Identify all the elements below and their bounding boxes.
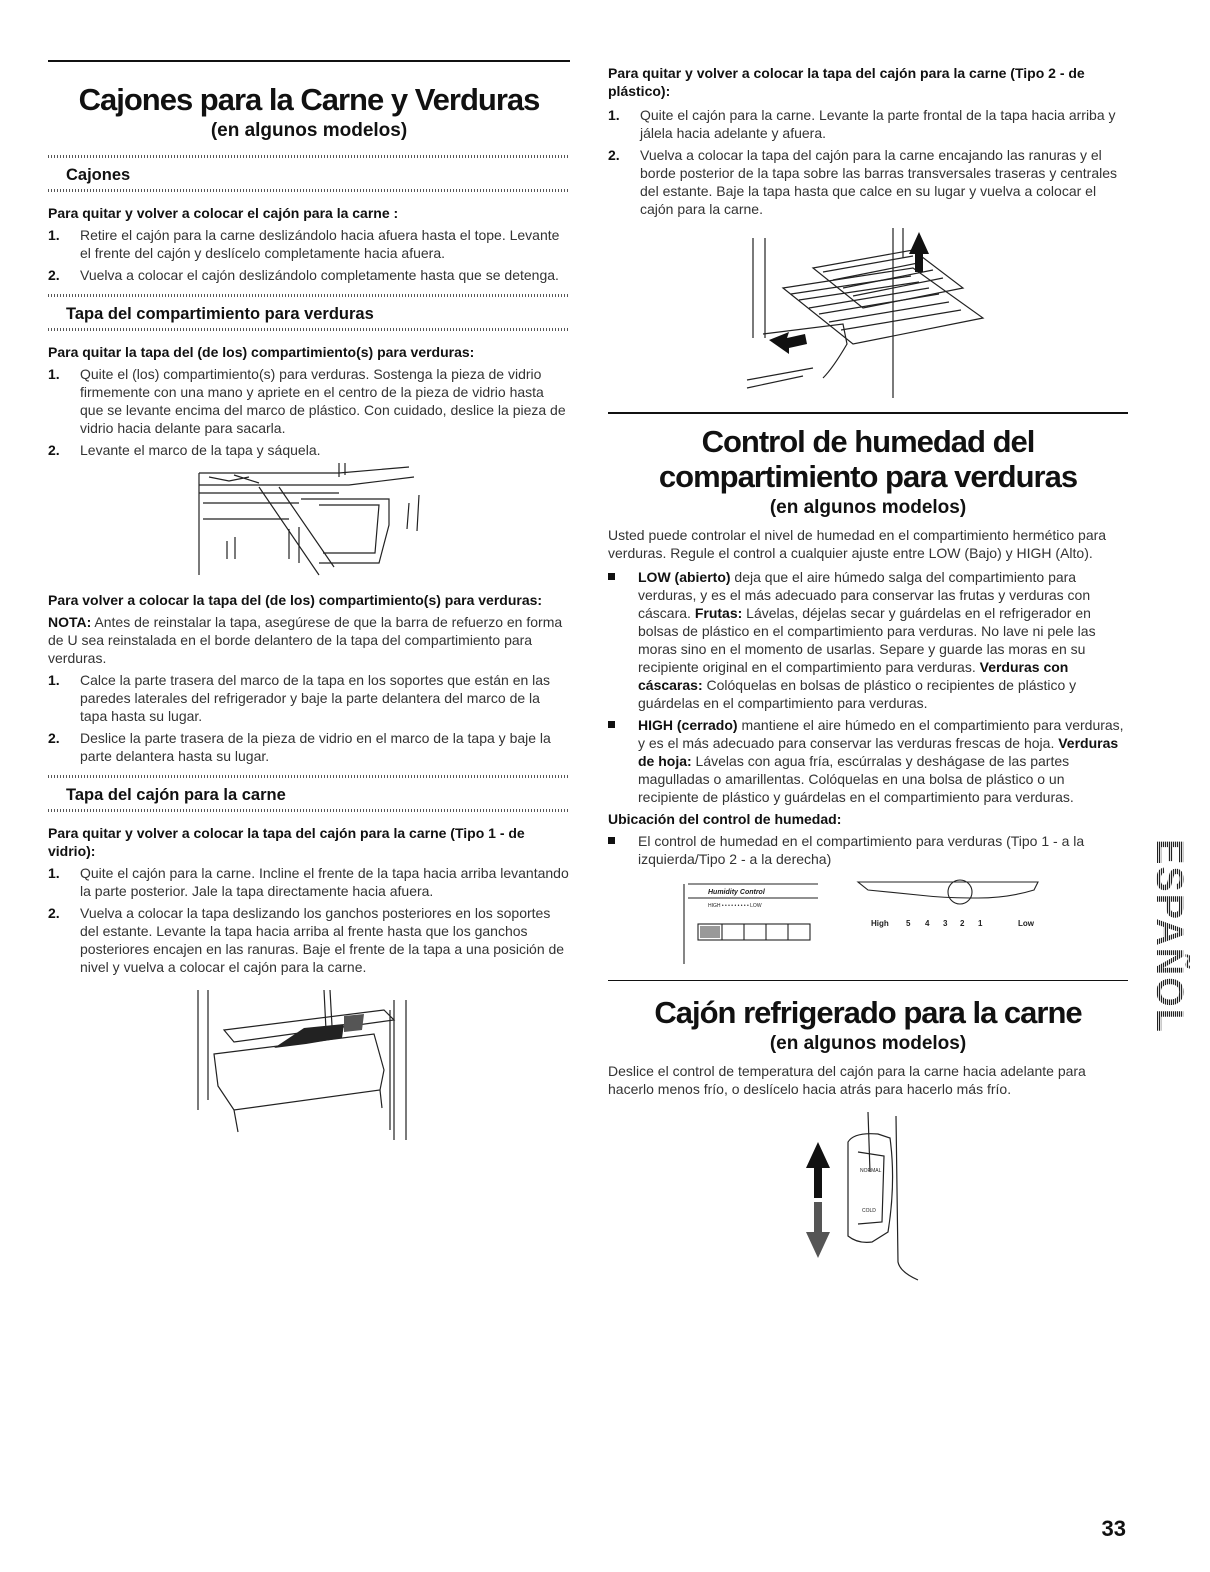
step-text: Vuelva a colocar el cajón deslizándolo completamente hasta que se detenga. (80, 267, 559, 283)
step-number: 1. (48, 865, 60, 881)
low-text: deja que el aire húmedo salga del compartimiento para verduras, y es el más adecuado para conservar las frutas y verduras con cáscara. (638, 569, 1091, 621)
subheading-cajones: Cajones (66, 166, 131, 184)
bullet-square-icon (608, 721, 615, 728)
nota (48, 613, 570, 667)
bullet-high (608, 716, 1128, 806)
page-number: 33 (1101, 1516, 1126, 1541)
section-subtitle: (en algunos modelos) (210, 120, 408, 141)
lead-tipo2: Para quitar y volver a colocar la tapa del cajón para la carne (Tipo 2 - de plástico): (608, 65, 1085, 99)
section-title-humedad-1: Control de humedad del (701, 424, 1035, 459)
steps-tapa-verduras (48, 365, 570, 459)
step-text: Vuelva a colocar la tapa deslizando los ganchos posteriores en los soportes del estante. Levante la tapa hacia arriba al frente hasta que los ganchos posteriores encajen en las ranuras. Baje el frente de la tapa a una posición de nivel y vuelva a colocar el cajón para la carne. (80, 905, 565, 975)
cascaras-label: Verduras con cáscaras: (638, 659, 1069, 693)
scale-label: 1 (978, 919, 983, 928)
step (48, 365, 570, 437)
step-text: Calce la parte trasera del marco de la tapa en los soportes que están en las paredes laterales del refrigerador y baje la parte delantera del marco de la tapa hasta su lugar. (80, 672, 551, 724)
step-text: Levante el marco de la tapa y sáquela. (80, 442, 321, 458)
subheading-tapa-verduras: Tapa del compartimiento para verduras (66, 305, 374, 323)
step-text: Deslice la parte trasera de la pieza de vidrio en el marco de la tapa y baje la parte delantera hasta su lugar. (80, 730, 551, 764)
lead-cajones: Para quitar y volver a colocar el cajón para la carne : (48, 205, 399, 221)
ubicacion-bullets (608, 832, 1128, 868)
steps-tapa-carne (48, 864, 570, 976)
frutas-label: Frutas: (694, 605, 743, 621)
crisper-cover-illustration (189, 463, 429, 585)
scale-label: 4 (925, 919, 930, 928)
step-number: 1. (48, 366, 60, 382)
section-title-cajon-refrigerado: Cajón refrigerado para la carne (654, 995, 1082, 1030)
low-text: Colóquelas en bolsas de plástico o recipientes de plástico y guárdelas en el compartimiento para verduras. (638, 677, 1077, 711)
left-column (48, 60, 570, 1140)
lead-reinstall: Para volver a colocar la tapa del (de los) compartimiento(s) para verduras: (48, 592, 543, 608)
step (48, 671, 570, 725)
lead-tapa-verduras: Para quitar la tapa del (de los) compartimiento(s) para verduras: (48, 344, 475, 360)
step (48, 226, 570, 262)
scale-label: 2 (960, 919, 965, 928)
arrow-up-icon (806, 1142, 830, 1198)
step-number: 2. (608, 147, 620, 163)
steps-reinstall (48, 671, 570, 765)
step-number: 1. (48, 672, 60, 688)
step-text: Retire el cajón para la carne deslizándolo hacia afuera hasta el tope. Levante el frente del cajón y deslícelo completamente hacia afuera. (80, 227, 560, 261)
ubicacion-text: El control de humedad en el compartimiento para verduras (Tipo 1 - a la izquierda/Tipo 2 - a la derecha) (638, 833, 1085, 867)
step-text: Vuelva a colocar la tapa del cajón para la carne encajando las ranuras y el borde posterior de la tapa sobre las barras transversales traseras y centrales del estante. Baje la tapa hasta que calce en su lugar y vuelva a colocar el cajón para la carne. (640, 147, 1118, 217)
section-subtitle: (en algunos modelos) (769, 497, 967, 518)
high-text: mantiene el aire húmedo en el compartimiento para verduras, y es el más adecuado para conservar las verduras frescas de hoja. (638, 717, 1124, 751)
top-rule (48, 60, 570, 62)
bullet-low (608, 568, 1128, 712)
low-label: LOW (abierto) (638, 569, 731, 585)
humedad-bullets (608, 568, 1128, 806)
step-text: Quite el cajón para la carne. Incline el frente de la tapa hacia arriba levantando la parte posterior. Jale la tapa directamente hacia afuera. (80, 865, 569, 899)
scale-label: 5 (906, 919, 911, 928)
step (48, 864, 570, 900)
subheading-tapa-carne: Tapa del cajón para la carne (66, 786, 286, 804)
nota-label: NOTA: (48, 614, 92, 630)
step (48, 729, 570, 765)
high-text: Lávelas con agua fría, escúrralas y deshágase de las partes magulladas o amarillentas. Colóquelas en una bolsa de plástico o un recipiente de plástico y guárdelas en el compartimiento para verduras. (638, 753, 1074, 805)
bullet-ubicacion (608, 832, 1128, 868)
humedad-intro: Usted puede controlar el nivel de humedad en el compartimiento hermético para verduras. Regule el control a cualquier ajuste entre LOW (Bajo) y HIGH (Alto). (608, 527, 1107, 561)
steps-cajones (48, 226, 570, 284)
step-text: Quite el (los) compartimiento(s) para verduras. Sostenga la pieza de vidrio firmemente con una mano y apriete en el centro de la pieza de vidrio hasta que se levante encima del marco de plástico. Con cuidado, deslice la pieza de vidrio hacia delante para sacarla. (80, 366, 566, 436)
bullet-square-icon (608, 573, 615, 580)
nota-text: Antes de reinstalar la tapa, asegúrese de que la barra de refuerzo en forma de U sea reinstalada en el borde delantero de la tapa del compartimiento para verduras. (48, 614, 563, 666)
cajon-refrigerado-text: Deslice el control de temperatura del cajón para la carne hacia adelante para hacerlo menos frío, o deslícelo hacia atrás para hacerlo más frío. (608, 1063, 1086, 1097)
ubicacion-label: Ubicación del control de humedad: (608, 811, 842, 827)
control-label: NORMAL (860, 1168, 882, 1174)
section-subtitle: (en algunos modelos) (769, 1033, 967, 1054)
step-number: 2. (48, 442, 60, 458)
high-label: HIGH (cerrado) (638, 717, 738, 733)
step-number: 2. (48, 905, 60, 921)
section-rule (608, 980, 1128, 981)
humidity-control-illustration (678, 878, 1118, 966)
right-column (608, 64, 1128, 1282)
lead-tapa-carne: Para quitar y volver a colocar la tapa del cajón para la carne (Tipo 1 - de vidrio): (48, 825, 525, 859)
hoja-label: Verduras de hoja: (638, 735, 1119, 769)
divider (48, 328, 570, 331)
temperature-control-illustration (788, 1112, 948, 1282)
arrow-down-icon (806, 1202, 830, 1258)
plastic-cover-illustration (743, 228, 993, 398)
step (48, 441, 570, 459)
step-number: 2. (48, 267, 60, 283)
step (608, 106, 1128, 142)
section-rule (608, 412, 1128, 414)
control-label: COLD (862, 1208, 876, 1214)
language-side-tab (1147, 818, 1190, 1054)
scale-label: Low (1018, 919, 1034, 928)
step-number: 1. (608, 107, 620, 123)
language-tab-label: ESPAÑOL (1147, 838, 1190, 1034)
divider (48, 809, 570, 812)
low-text: Lávelas, déjelas secar y guárdelas en el refrigerador en bolsas de plástico en el compartimiento para verduras. No lave ni pele las moras sino en el momento de usarlas. Separe y guarde las moras en su recipiente original en el compartimiento para verduras. (638, 605, 1096, 675)
humidity-slider-knob (700, 926, 720, 938)
step-number: 1. (48, 227, 60, 243)
panel-scale: HIGH • • • • • • • • • LOW (708, 903, 762, 909)
step (48, 904, 570, 976)
meat-drawer-cover-illustration (194, 990, 424, 1140)
step (608, 146, 1128, 218)
panel-label: Humidity Control (708, 889, 765, 896)
scale-label: 3 (943, 919, 948, 928)
steps-tipo2 (608, 106, 1128, 218)
bullet-square-icon (608, 837, 615, 844)
step-text: Quite el cajón para la carne. Levante la parte frontal de la tapa hacia arriba y jálela hacia adelante y afuera. (640, 107, 1116, 141)
step-number: 2. (48, 730, 60, 746)
scale-label: High (871, 919, 889, 928)
divider (48, 189, 570, 192)
step (48, 266, 570, 284)
section-title-humedad-2: compartimiento para verduras (658, 459, 1078, 494)
section-title-cajones: Cajones para la Carne y Verduras (78, 82, 540, 117)
